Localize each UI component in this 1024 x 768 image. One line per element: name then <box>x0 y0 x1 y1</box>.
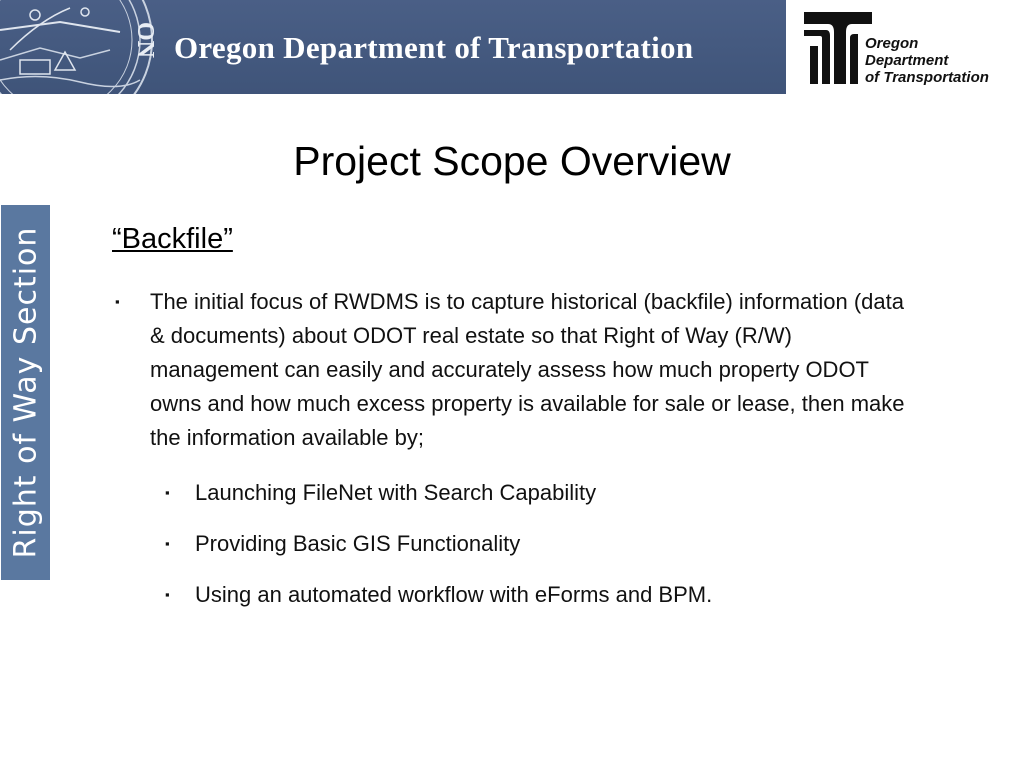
sub-bullet-text: Using an automated workflow with eForms and BPM. <box>195 582 713 607</box>
list-item <box>165 529 925 580</box>
section-sidebar <box>1 205 50 580</box>
sub-bullet-list <box>165 478 925 631</box>
seal-lettering: ON <box>132 22 158 58</box>
main-bullet-text: The initial focus of RWDMS is to capture historical (backfile) information (data & documents) about ODOT real estate so that Right of Way (R/W) management can easily and accurately assess how much property ODOT owns and how much excess property is available for sale or lease, then make the information available by; <box>150 289 905 450</box>
bullet-square-icon: ▪ <box>165 536 170 551</box>
slide-title: Project Scope Overview <box>293 138 731 184</box>
bullet-square-icon: ▪ <box>165 485 170 500</box>
banner-title: Oregon Department of Transportation <box>174 30 694 65</box>
logo-line-2: Department <box>865 52 949 69</box>
section-sidebar-label: Right of Way Section <box>8 226 43 559</box>
list-item <box>165 580 925 631</box>
logo-line-3: of Transportation <box>865 69 989 86</box>
subheading: “Backfile” <box>112 223 233 255</box>
odot-logo <box>786 0 1024 94</box>
bullet-square-icon: ▪ <box>165 587 170 602</box>
sub-bullet-text: Providing Basic GIS Functionality <box>195 531 521 556</box>
list-item <box>165 478 925 529</box>
header-banner <box>0 0 786 94</box>
oregon-state-seal-icon <box>0 0 160 94</box>
bullet-square-icon: ▪ <box>115 294 120 309</box>
sub-bullet-text: Launching FileNet with Search Capability <box>195 480 597 505</box>
main-bullet <box>115 285 915 455</box>
odot-logo-text <box>865 35 989 86</box>
logo-line-1: Oregon <box>865 35 919 52</box>
